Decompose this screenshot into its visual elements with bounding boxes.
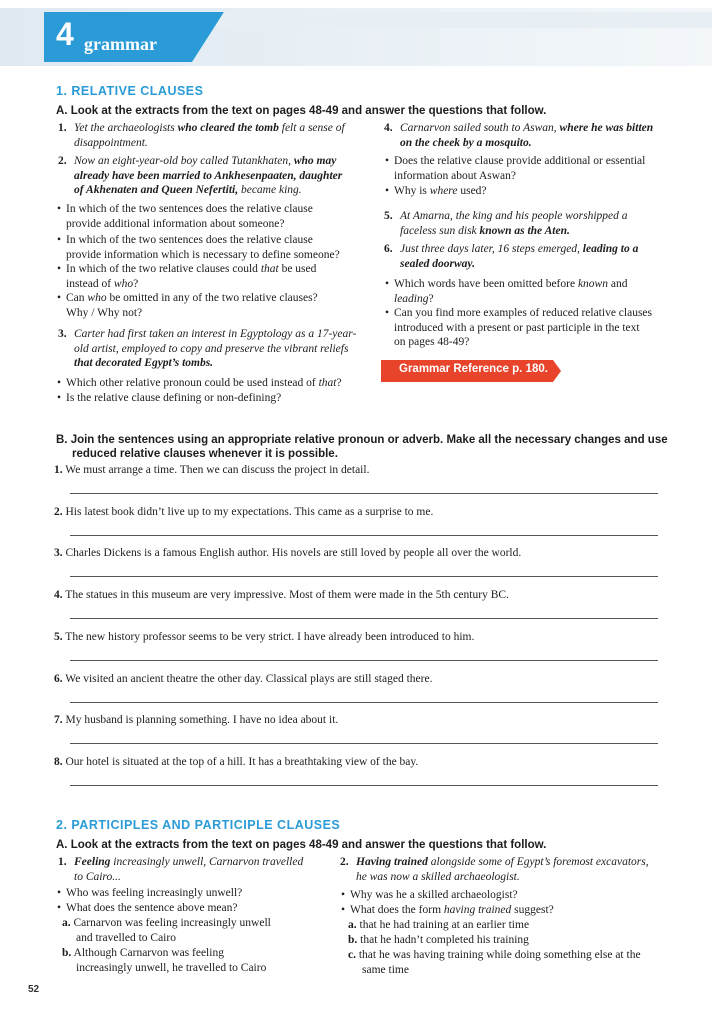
- s2-question-1: • Who was feeling increasingly unwell?: [57, 887, 243, 899]
- exercise-text: My husband is planning something. I have no idea about it.: [65, 714, 339, 727]
- exercise-number: 6.: [54, 672, 63, 685]
- answer-line[interactable]: [70, 493, 658, 494]
- extract-1-number: 1.: [58, 122, 67, 134]
- extract-6: Just three days later, 16 steps emerged, leading to a sealed doorway.: [400, 243, 639, 270]
- exercise-item: [54, 630, 674, 645]
- answer-line[interactable]: [70, 535, 658, 536]
- exercise-item: [54, 672, 674, 687]
- s2-question-2: • What does the sentence above mean?: [57, 902, 238, 914]
- section-title-relative-clauses: 1. RELATIVE CLAUSES: [56, 84, 204, 98]
- exercise-item: [54, 713, 674, 728]
- s2-extract-2-number: 2.: [340, 856, 349, 868]
- extract-2-number: 2.: [58, 155, 67, 167]
- question-2: • In which of the two sentences does the relative clause provide information which is necessary to define someone?: [57, 234, 340, 261]
- grammar-reference-label: Grammar Reference p. 180.: [399, 363, 548, 375]
- answer-line[interactable]: [70, 785, 658, 786]
- exercise-item: [54, 588, 674, 603]
- answer-line[interactable]: [70, 743, 658, 744]
- section-title-participles: 2. PARTICIPLES AND PARTICIPLE CLAUSES: [56, 818, 341, 832]
- extract-5-number: 5.: [384, 210, 393, 222]
- instruction-2a: A. Look at the extracts from the text on pages 48-49 and answer the questions that follow.: [56, 839, 547, 851]
- extract-5: At Amarna, the king and his people worshipped a faceless sun disk known as the Aten.: [400, 210, 628, 237]
- extract-3: Carter had first taken an interest in Egyptology as a 17-year- old artist, employed to copy and preserve the vibrant reliefs that decorated Egypt’s tombs.: [74, 328, 357, 369]
- question-4: • Can who be omitted in any of the two relative clauses? Why / Why not?: [57, 292, 318, 319]
- exercise-item: [54, 505, 674, 520]
- question-5: • Which other relative pronoun could be used instead of that?: [57, 377, 342, 389]
- s2-extract-2: Having trained alongside some of Egypt’s foremost excavators, he was now a skilled archaeologist.: [356, 856, 649, 883]
- exercise-text: We visited an ancient theatre the other day. Classical plays are still staged there.: [65, 672, 433, 685]
- s2-option-a: a. Carnarvon was feeling increasingly unwell and travelled to Cairo: [62, 917, 271, 944]
- exercise-item: [54, 546, 674, 561]
- instruction-a: A. Look at the extracts from the text on pages 48-49 and answer the questions that follow.: [56, 105, 547, 117]
- extract-4-number: 4.: [384, 122, 393, 134]
- extract-3-number: 3.: [58, 328, 67, 340]
- answer-line[interactable]: [70, 618, 658, 619]
- page-number: 52: [28, 984, 40, 995]
- s2-option-2a: a. that he had training at an earlier time: [348, 919, 530, 931]
- exercise-text: The statues in this museum are very impressive. Most of them were made in the 5th century BC.: [65, 589, 509, 602]
- s2-extract-1-number: 1.: [58, 856, 67, 868]
- s2-option-b: b. Although Carnarvon was feeling increasingly unwell, he travelled to Cairo: [62, 947, 267, 974]
- exercise-text: The new history professor seems to be very strict. I have already been introduced to him.: [65, 630, 475, 643]
- extract-6-number: 6.: [384, 243, 393, 255]
- s2-option-2b: b. that he hadn’t completed his training: [348, 934, 529, 946]
- question-3: • In which of the two relative clauses could that be used instead of who?: [57, 263, 317, 290]
- exercise-number: 3.: [54, 547, 63, 560]
- s2-extract-1: Feeling increasingly unwell, Carnarvon travelled to Cairo...: [74, 856, 304, 883]
- exercise-item: [54, 755, 674, 770]
- answer-line[interactable]: [70, 660, 658, 661]
- extract-2: Now an eight-year-old boy called Tutankhaten, who may already have been married to Ankhesenpaaten, daughter of Akhenaten and Queen Nefertiti, became king.: [74, 155, 343, 196]
- extract-1: Yet the archaeologists who cleared the tomb felt a sense of disappointment.: [74, 122, 345, 149]
- exercise-number: 8.: [54, 755, 63, 768]
- exercise-item: [54, 463, 674, 478]
- grammar-reference-tab[interactable]: [381, 360, 561, 382]
- instruction-b: B. Join the sentences using an appropriate relative pronoun or adverb. Make all the necessary changes and use reduced relative clauses whenever it is possible.: [56, 434, 668, 460]
- question-1: • In which of the two sentences does the relative clause provide additional information about someone?: [57, 203, 313, 230]
- answer-line[interactable]: [70, 576, 658, 577]
- exercise-text: Charles Dickens is a famous English author. His novels are still loved by people all over the world.: [65, 547, 522, 560]
- chapter-title: grammar: [84, 34, 157, 54]
- s2-question-3: • Why was he a skilled archaeologist?: [341, 889, 518, 901]
- question-6: • Is the relative clause defining or non-defining?: [57, 392, 282, 404]
- question-8: • Why is where used?: [385, 185, 487, 197]
- question-9: • Which words have been omitted before known and leading?: [385, 278, 628, 305]
- chapter-number: 4: [56, 16, 74, 52]
- exercise-number: 7.: [54, 714, 63, 727]
- exercise-text: His latest book didn’t live up to my expectations. This came as a surprise to me.: [65, 505, 434, 518]
- exercise-number: 2.: [54, 505, 63, 518]
- exercise-text: Our hotel is situated at the top of a hill. It has a breathtaking view of the bay.: [65, 755, 419, 768]
- exercise-number: 4.: [54, 589, 63, 602]
- s2-question-4: • What does the form having trained suggest?: [341, 904, 554, 916]
- answer-line[interactable]: [70, 702, 658, 703]
- exercise-number: 5.: [54, 630, 63, 643]
- exercise-text: We must arrange a time. Then we can discuss the project in detail.: [65, 464, 370, 476]
- exercise-number: 1.: [54, 464, 63, 476]
- s2-option-2c: c. that he was having training while doing something else at the same time: [348, 949, 641, 976]
- extract-4: Carnarvon sailed south to Aswan, where he was bitten on the cheek by a mosquito.: [400, 122, 654, 149]
- question-7: • Does the relative clause provide additional or essential information about Aswan?: [385, 155, 646, 182]
- question-10: • Can you find more examples of reduced relative clauses introduced with a present or past participle in the text on pages 48-49?: [385, 307, 653, 348]
